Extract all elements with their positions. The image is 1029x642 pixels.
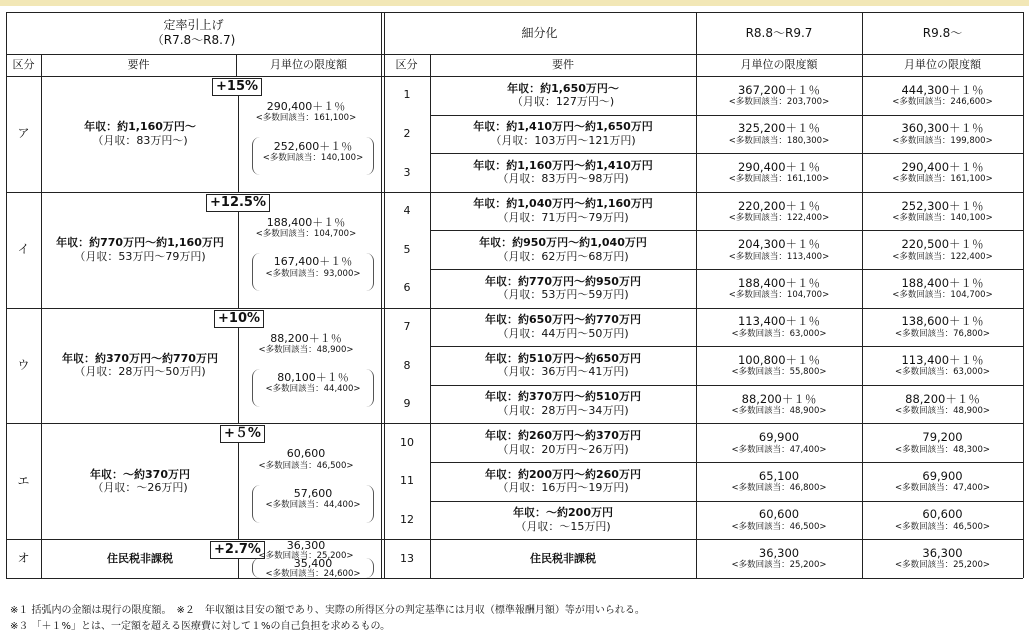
- multi: <多数回該当：199,800>: [892, 135, 993, 146]
- limit-r9: [862, 501, 1023, 540]
- row-requirement: [430, 308, 696, 347]
- amount: 69,900: [922, 468, 963, 483]
- label: R9.8〜: [922, 25, 963, 40]
- footnote-1: ※１ 括弧内の金額は現行の限度額。 ※２ 年収額は目安の額であり、実際の所得区分の判定基準には月収（標準報酬月額）等が用いられる。: [10, 605, 645, 616]
- amount: 188,400＋１％: [266, 215, 346, 229]
- multi: <多数回該当：25,200>: [895, 560, 990, 571]
- amount: 36,300: [922, 545, 963, 560]
- multi: <多数回該当：180,300>: [728, 135, 830, 146]
- subheader-req: [41, 54, 236, 76]
- label: 区分: [12, 58, 35, 72]
- multi: <多数回該当：46,500>: [895, 521, 990, 532]
- requirement-income: 年収：約950万円〜約1,040万円: [479, 235, 647, 249]
- label: +12.5%: [210, 194, 266, 210]
- label: エ: [17, 473, 30, 488]
- amount: 444,300＋１％: [901, 82, 984, 97]
- label: 要件: [552, 58, 574, 72]
- requirement-income: 年収：約1,040万円〜約1,160万円: [473, 197, 653, 211]
- group-class: [6, 423, 41, 539]
- row-number: [384, 76, 430, 115]
- requirement-income: 年収：〜約200万円: [513, 506, 613, 520]
- percent-badge: [212, 78, 262, 96]
- right-header-title: [383, 12, 696, 54]
- row-number: [384, 462, 430, 501]
- label: 13: [400, 551, 414, 565]
- limit-r8: [696, 462, 862, 501]
- grid-line: [41, 54, 42, 578]
- requirement-income: 年収：約1,160万円〜約1,410万円: [473, 158, 653, 172]
- footnote-2: ※３ 「＋１%」とは、一定額を超える医療費に対して１%の自己負担を求めるもの。: [10, 621, 391, 632]
- amount: 167,400＋１％: [273, 255, 353, 269]
- multi: <多数回該当：161,100>: [728, 174, 830, 185]
- label: +10%: [218, 310, 261, 326]
- group-requirement: [45, 539, 235, 578]
- limit-r8: [696, 501, 862, 540]
- label: オ: [17, 550, 30, 565]
- requirement-monthly: （月収：36万円〜41万円): [497, 365, 629, 379]
- multi: <多数回該当：48,900>: [895, 405, 990, 416]
- requirement-monthly: （月収：62万円〜68万円): [497, 249, 629, 263]
- row-number: [384, 308, 430, 347]
- label: 7: [403, 320, 411, 334]
- row-requirement: [430, 346, 696, 385]
- row-number: [384, 539, 430, 578]
- subheader-limit3: [862, 54, 1023, 76]
- footnotes: [10, 603, 645, 635]
- group-class: [6, 76, 41, 192]
- row-requirement: [430, 76, 696, 115]
- requirement-monthly: （月収：127万円〜): [511, 95, 615, 109]
- label: ウ: [17, 357, 30, 372]
- multi: <多数回該当：122,400>: [892, 251, 993, 262]
- amount: 57,600: [293, 487, 333, 501]
- requirement-monthly: （月収：83万円〜): [92, 133, 188, 147]
- limit-r9: [862, 346, 1023, 385]
- multi: <多数回該当：24,600>: [265, 568, 361, 579]
- label: 月単位の限度額: [740, 58, 818, 72]
- label: 3: [403, 165, 411, 179]
- limit-r9: [862, 76, 1023, 115]
- multi: <多数回該当：46,500>: [258, 460, 354, 471]
- row-number: [384, 385, 430, 424]
- label: ア: [17, 126, 30, 141]
- requirement-income: 年収：約260万円〜約370万円: [485, 428, 641, 442]
- amount: 220,500＋１％: [901, 237, 984, 252]
- subheader-req2: [430, 54, 696, 76]
- amount: 100,800＋１％: [737, 352, 821, 367]
- limit-r9: [862, 153, 1023, 192]
- limit-r9: [862, 115, 1023, 154]
- row-requirement: [430, 269, 696, 308]
- multi: <多数回該当：246,600>: [892, 97, 993, 108]
- requirement-monthly: （月収：103万円〜121万円): [490, 133, 636, 147]
- amount: 69,900: [758, 430, 800, 445]
- row-requirement: [430, 115, 696, 154]
- row-number: [384, 192, 430, 231]
- requirement-monthly: （月収：83万円〜98万円): [497, 172, 629, 186]
- requirement-income: 住民税非課税: [530, 551, 596, 565]
- requirement-income: 年収：〜約370万円: [90, 467, 190, 481]
- amount: 88,200＋１％: [270, 331, 342, 345]
- label: 4: [403, 204, 411, 218]
- current-limit: [246, 100, 366, 123]
- requirement-monthly: （月収：〜15万円): [515, 519, 611, 533]
- requirement-income: 年収：約370万円〜約510万円: [485, 390, 641, 404]
- row-number: [384, 423, 430, 462]
- label: +５%: [224, 426, 261, 442]
- amount: 79,200: [922, 430, 963, 445]
- requirement-income: 年収：約770万円〜約950万円: [485, 274, 641, 288]
- amount: 35,400: [293, 557, 333, 571]
- requirement-income: 年収：約1,650万円〜: [507, 81, 619, 95]
- multi: <多数回該当：63,000>: [895, 367, 990, 378]
- limit-r9: [862, 308, 1023, 347]
- requirement-monthly: （月収：20万円〜26万円): [497, 442, 629, 456]
- requirement-income: 住民税非課税: [107, 551, 173, 565]
- amount: 367,200＋１％: [737, 82, 821, 97]
- subheader-class2: [383, 54, 430, 76]
- label: 細分化: [521, 25, 558, 40]
- row-requirement: [430, 230, 696, 269]
- requirement-monthly: （月収：71万円〜79万円): [497, 211, 629, 225]
- limit-r9: [862, 423, 1023, 462]
- row-requirement: [430, 462, 696, 501]
- amount: 113,400＋１％: [901, 352, 984, 367]
- new-limit: [252, 371, 374, 394]
- group-requirement: [45, 76, 235, 192]
- requirement-income: 年収：約200万円〜約260万円: [485, 467, 641, 481]
- amount: 188,400＋１％: [901, 275, 984, 290]
- multi: <多数回該当：140,100>: [892, 212, 993, 223]
- amount: 80,100＋１％: [277, 371, 349, 385]
- label: 5: [403, 242, 411, 256]
- multi: <多数回該当：140,100>: [262, 152, 364, 163]
- multi: <多数回該当：25,200>: [258, 550, 354, 561]
- label: 6: [403, 281, 411, 295]
- limit-r8: [696, 539, 862, 578]
- percent-badge: [206, 194, 270, 212]
- limit-r8: [696, 385, 862, 424]
- limit-r8: [696, 423, 862, 462]
- multi: <多数回該当：161,100>: [255, 113, 357, 124]
- multi: <多数回該当：93,000>: [265, 268, 361, 279]
- current-limit: [246, 332, 366, 355]
- limit-r8: [696, 76, 862, 115]
- top-accent-bar: [0, 0, 1029, 6]
- multi: <多数回該当：47,400>: [731, 444, 827, 455]
- label: 11: [400, 474, 414, 488]
- multi: <多数回該当：44,400>: [265, 500, 361, 511]
- copay-limit-table: [6, 12, 1023, 600]
- multi: <多数回該当：46,800>: [731, 483, 827, 494]
- subheader-limit: [236, 54, 381, 76]
- multi: <多数回該当：76,800>: [895, 328, 990, 339]
- amount: 290,400＋１％: [901, 159, 984, 174]
- requirement-income: 年収：約1,410万円〜約1,650万円: [473, 120, 653, 134]
- multi: <多数回該当：48,300>: [895, 444, 990, 455]
- limit-r9: [862, 462, 1023, 501]
- current-limit: [246, 447, 366, 470]
- grid-line: [6, 578, 1023, 579]
- left-header: [6, 12, 381, 54]
- multi: <多数回該当：104,700>: [892, 290, 993, 301]
- requirement-monthly: （月収：28万円〜50万円): [74, 365, 206, 379]
- amount: 290,400＋１％: [737, 159, 821, 174]
- row-requirement: [430, 501, 696, 540]
- label: イ: [17, 242, 30, 257]
- label: 10: [400, 435, 414, 449]
- row-number: [384, 115, 430, 154]
- amount: 220,200＋１％: [737, 198, 821, 213]
- subheader-limit2: [696, 54, 862, 76]
- limit-r9: [862, 385, 1023, 424]
- limit-r9: [862, 269, 1023, 308]
- multi: <多数回該当：55,800>: [731, 367, 827, 378]
- limit-r8: [696, 115, 862, 154]
- multi: <多数回該当：104,700>: [255, 228, 357, 239]
- row-requirement: [430, 385, 696, 424]
- amount: 36,300: [758, 545, 800, 560]
- row-number: [384, 501, 430, 540]
- requirement-income: 年収：約770万円〜約1,160万円: [56, 235, 224, 249]
- current-limit: [246, 216, 366, 239]
- row-requirement: [430, 423, 696, 462]
- row-requirement: [430, 192, 696, 231]
- multi: <多数回該当：48,900>: [258, 344, 354, 355]
- row-requirement: [430, 153, 696, 192]
- multi: <多数回該当：104,700>: [728, 290, 830, 301]
- amount: 138,600＋１％: [901, 314, 984, 329]
- group-requirement: [45, 308, 235, 424]
- row-requirement: [430, 539, 696, 578]
- amount: 65,100: [758, 468, 800, 483]
- row-number: [384, 153, 430, 192]
- multi: <多数回該当：63,000>: [731, 328, 827, 339]
- left-header-title: 定率引上げ: [163, 18, 224, 32]
- amount: 252,300＋１％: [901, 198, 984, 213]
- group-class: [6, 539, 41, 578]
- amount: 252,600＋１％: [273, 139, 353, 153]
- amount: 204,300＋１％: [737, 237, 821, 252]
- requirement-income: 年収：約1,160万円〜: [84, 120, 196, 134]
- amount: 113,400＋１％: [737, 314, 821, 329]
- group-divider: [238, 210, 239, 308]
- requirement-income: 年収：約650万円〜約770万円: [485, 313, 641, 327]
- label: 12: [400, 513, 414, 527]
- multi: <多数回該当：25,200>: [731, 560, 827, 571]
- new-limit: [252, 558, 374, 578]
- amount: 88,200＋１％: [905, 391, 980, 406]
- limit-r8: [696, 308, 862, 347]
- label: 9: [403, 397, 411, 411]
- new-limit: [252, 140, 374, 163]
- new-limit: [252, 255, 374, 278]
- amount: 325,200＋１％: [737, 121, 821, 136]
- group-class: [6, 192, 41, 308]
- row-number: [384, 346, 430, 385]
- label: 月単位の限度額: [270, 58, 347, 72]
- requirement-monthly: （月収：16万円〜19万円): [497, 481, 629, 495]
- limit-r9: [862, 539, 1023, 578]
- row-number: [384, 230, 430, 269]
- amount: 36,300: [286, 539, 326, 553]
- limit-r8: [696, 230, 862, 269]
- limit-r8: [696, 346, 862, 385]
- right-header-period2: [862, 12, 1023, 54]
- requirement-monthly: （月収：44万円〜50万円): [497, 326, 629, 340]
- multi: <多数回該当：113,400>: [728, 251, 830, 262]
- requirement-income: 年収：約510万円〜約650万円: [485, 351, 641, 365]
- percent-badge: [214, 310, 264, 328]
- percent-badge: [220, 425, 265, 443]
- label: +2.7%: [214, 542, 261, 558]
- label: 区分: [395, 58, 418, 72]
- requirement-monthly: （月収：53万円〜79万円): [74, 249, 206, 263]
- requirement-monthly: （月収：53万円〜59万円): [497, 288, 629, 302]
- grid-line: [1023, 12, 1024, 578]
- multi: <多数回該当：122,400>: [728, 212, 830, 223]
- label: 月単位の限度額: [904, 58, 981, 72]
- multi: <多数回該当：48,900>: [731, 405, 827, 416]
- limit-r8: [696, 192, 862, 231]
- subheader-class: [6, 54, 41, 76]
- multi: <多数回該当：46,500>: [731, 521, 827, 532]
- new-limit: [252, 487, 374, 510]
- limit-r9: [862, 230, 1023, 269]
- limit-r8: [696, 153, 862, 192]
- amount: 60,600: [758, 507, 800, 522]
- left-header-period: （R7.8〜R8.7): [151, 33, 236, 47]
- limit-r9: [862, 192, 1023, 231]
- label: 要件: [127, 58, 150, 72]
- row-number: [384, 269, 430, 308]
- amount: 290,400＋１％: [266, 100, 346, 113]
- label: R8.8〜R9.7: [745, 25, 813, 40]
- multi: <多数回該当：203,700>: [728, 97, 830, 108]
- group-divider: [238, 326, 239, 424]
- requirement-income: 年収：約370万円〜約770万円: [62, 351, 218, 365]
- label: +15%: [216, 79, 259, 94]
- group-divider: [238, 441, 239, 539]
- multi: <多数回該当：47,400>: [895, 483, 990, 494]
- label: 8: [403, 358, 411, 372]
- group-divider: [238, 94, 239, 192]
- amount: 188,400＋１％: [737, 275, 821, 290]
- group-class: [6, 308, 41, 424]
- amount: 88,200＋１％: [741, 391, 817, 406]
- requirement-monthly: （月収：〜26万円): [92, 481, 188, 495]
- group-requirement: [45, 423, 235, 539]
- grid-line: [381, 12, 382, 578]
- multi: <多数回該当：44,400>: [265, 384, 361, 395]
- label: 2: [403, 127, 411, 141]
- right-header-period1: [696, 12, 862, 54]
- label: 1: [403, 88, 411, 102]
- amount: 60,600: [286, 447, 326, 461]
- amount: 60,600: [922, 507, 963, 522]
- requirement-monthly: （月収：28万円〜34万円): [497, 404, 629, 418]
- multi: <多数回該当：161,100>: [892, 174, 993, 185]
- limit-r8: [696, 269, 862, 308]
- amount: 360,300＋１％: [901, 121, 984, 136]
